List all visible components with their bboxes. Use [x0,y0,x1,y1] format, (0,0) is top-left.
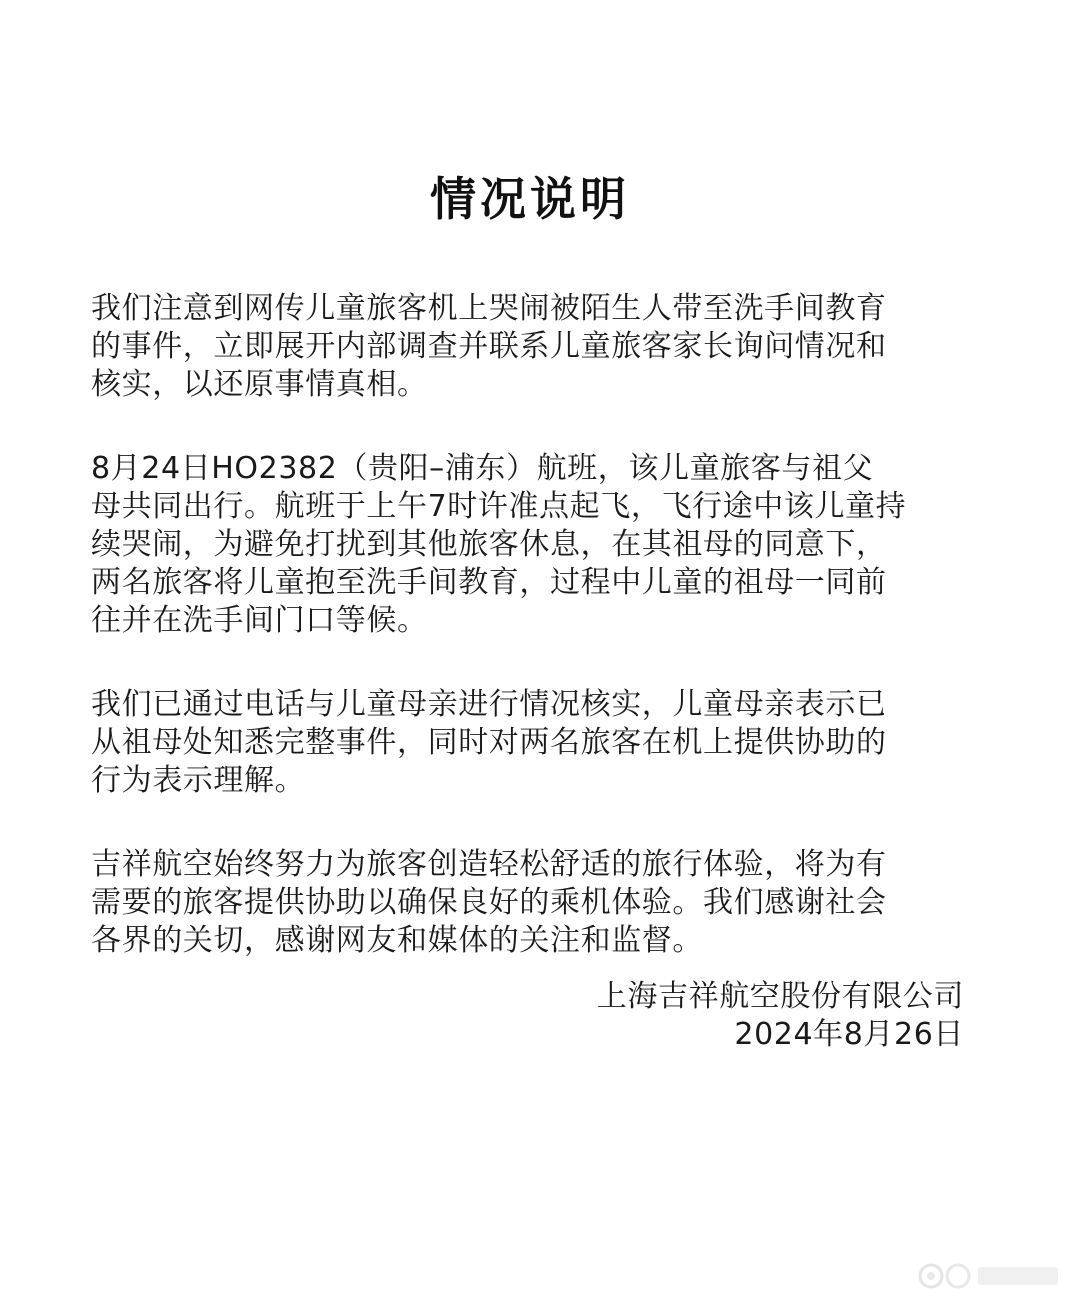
paragraph-1 [91,290,981,404]
signature-company: 上海吉祥航空股份有限公司 [596,979,964,1014]
paragraph-line: 8月24日HO2382（贵阳–浦东）航班，该儿童旅客与祖父 [91,451,874,486]
paragraph-line: 行为表示理解。 [91,763,306,798]
paragraph-line: 我们注意到网传儿童旅客机上哭闹被陌生人带至洗手间教育 [91,291,887,326]
watermark-logo-icon [916,1261,1066,1291]
paragraph-line: 从祖母处知悉完整事件，同时对两名旅客在机上提供协助的 [91,725,887,760]
paragraph-line: 的事件，立即展开内部调查并联系儿童旅客家长询问情况和 [91,329,887,364]
paragraph-line: 吉祥航空始终努力为旅客创造轻松舒适的旅行体验，将为有 [91,847,887,882]
paragraph-line: 核实，以还原事情真相。 [91,367,428,402]
signature-date: 2024年8月26日 [734,1017,964,1052]
paragraph-4 [91,846,981,960]
document-title: 情况说明 [430,172,630,226]
paragraph-line: 各界的关切，感谢网友和媒体的关注和监督。 [91,923,703,958]
paragraph-line: 需要的旅客提供协助以确保良好的乘机体验。我们感谢社会 [91,885,887,920]
paragraph-line: 续哭闹，为避免打扰到其他旅客休息，在其祖母的同意下， [91,527,887,562]
paragraph-line: 往并在洗手间门口等候。 [91,603,428,638]
paragraph-line: 两名旅客将儿童抱至洗手间教育，过程中儿童的祖母一同前 [91,565,887,600]
signature-block [597,978,964,1054]
document-body [91,290,981,1006]
paragraph-line: 我们已通过电话与儿童母亲进行情况核实，儿童母亲表示已 [91,687,887,722]
paragraph-line: 母共同出行。航班于上午7时许准点起飞，飞行途中该儿童持 [91,489,907,524]
paragraph-3 [91,686,981,800]
paragraph-2 [91,450,981,640]
